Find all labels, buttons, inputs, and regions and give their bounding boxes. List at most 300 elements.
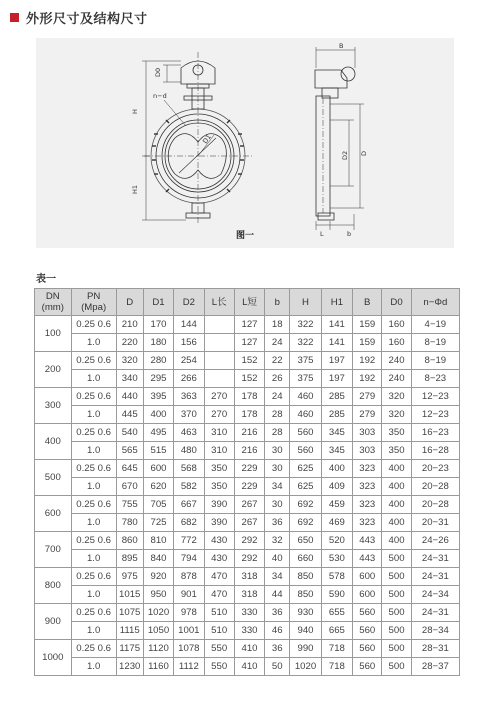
- table-cell: 20−31: [411, 514, 459, 532]
- table-cell: 28: [265, 424, 290, 442]
- table-cell: 400: [321, 460, 352, 478]
- table-cell: 463: [174, 424, 204, 442]
- table-row: [35, 586, 460, 604]
- label-B: B: [339, 42, 344, 50]
- table-cell: 920: [143, 568, 173, 586]
- table-cell: 400: [382, 478, 411, 496]
- table-cell: 400: [382, 496, 411, 514]
- table-cell: 340: [116, 370, 143, 388]
- column-header: L长: [204, 289, 234, 316]
- table-label: 表一: [36, 274, 56, 285]
- table-cell: 216: [234, 442, 264, 460]
- table-cell: 160: [382, 316, 411, 334]
- table-cell: 670: [116, 478, 143, 496]
- table-cell: 940: [290, 622, 321, 640]
- dimension-table: [34, 288, 460, 676]
- valve-drawing: [36, 38, 454, 248]
- table-cell: 285: [321, 406, 352, 424]
- column-header: D2: [174, 289, 204, 316]
- table-cell: 1020: [143, 604, 173, 622]
- table-cell: 443: [353, 550, 382, 568]
- table-cell: 772: [174, 532, 204, 550]
- table-cell: 156: [174, 334, 204, 352]
- table-row: [35, 478, 460, 496]
- table-cell: 345: [321, 442, 352, 460]
- table-cell: 1.0: [71, 406, 116, 424]
- table-cell: 192: [353, 370, 382, 388]
- table-row: [35, 640, 460, 658]
- table-row: [35, 406, 460, 424]
- table-row: [35, 550, 460, 568]
- table-cell: 141: [321, 334, 352, 352]
- table-cell: 840: [143, 550, 173, 568]
- table-cell: 322: [290, 316, 321, 334]
- table-cell: 370: [174, 406, 204, 424]
- table-cell: 270: [204, 388, 234, 406]
- column-header: D: [116, 289, 143, 316]
- table-cell: 1.0: [71, 658, 116, 676]
- table-cell: 345: [321, 424, 352, 442]
- table-cell: 350: [204, 460, 234, 478]
- table-cell: 323: [353, 478, 382, 496]
- table-row: [35, 370, 460, 388]
- table-cell: 24: [265, 388, 290, 406]
- table-cell: 28−34: [411, 622, 459, 640]
- table-cell: 950: [143, 586, 173, 604]
- label-D1: D1: [201, 133, 213, 146]
- dn-cell: 100: [35, 316, 72, 352]
- table-cell: 582: [174, 478, 204, 496]
- table-cell: 600: [143, 460, 173, 478]
- table-row: [35, 604, 460, 622]
- table-cell: 30: [265, 442, 290, 460]
- table-cell: 254: [174, 352, 204, 370]
- table-cell: 330: [234, 622, 264, 640]
- table-cell: [204, 334, 234, 352]
- table-cell: 350: [382, 424, 411, 442]
- table-cell: 24−31: [411, 568, 459, 586]
- table-cell: 30: [265, 496, 290, 514]
- label-D: D: [360, 150, 368, 156]
- table-cell: 500: [382, 586, 411, 604]
- table-cell: 178: [234, 406, 264, 424]
- table-cell: 1.0: [71, 514, 116, 532]
- table-cell: 975: [116, 568, 143, 586]
- table-row: [35, 316, 460, 334]
- table-cell: 390: [204, 514, 234, 532]
- table-cell: 1001: [174, 622, 204, 640]
- table-row: [35, 496, 460, 514]
- table-cell: 645: [116, 460, 143, 478]
- table-cell: 44: [265, 586, 290, 604]
- table-cell: 400: [382, 532, 411, 550]
- table-cell: 705: [143, 496, 173, 514]
- table-row: [35, 568, 460, 586]
- label-D0: D0: [154, 67, 162, 77]
- table-cell: 560: [290, 442, 321, 460]
- table-cell: 1175: [116, 640, 143, 658]
- label-D2: D2: [341, 150, 349, 160]
- table-cell: 1020: [290, 658, 321, 676]
- table-cell: 495: [143, 424, 173, 442]
- table-cell: 28−37: [411, 658, 459, 676]
- table-cell: 568: [174, 460, 204, 478]
- table-cell: 197: [321, 352, 352, 370]
- table-cell: 901: [174, 586, 204, 604]
- table-cell: 718: [321, 658, 352, 676]
- column-header: n−Φd: [411, 289, 459, 316]
- table-cell: 159: [353, 316, 382, 334]
- table-cell: 978: [174, 604, 204, 622]
- dn-cell: 200: [35, 352, 72, 388]
- table-cell: 0.25 0.6: [71, 352, 116, 370]
- table-cell: 363: [174, 388, 204, 406]
- table-cell: 36: [265, 640, 290, 658]
- table-cell: 0.25 0.6: [71, 460, 116, 478]
- table-cell: 160: [382, 334, 411, 352]
- table-cell: 560: [353, 658, 382, 676]
- table-cell: 46: [265, 622, 290, 640]
- table-cell: 1078: [174, 640, 204, 658]
- table-cell: 26: [265, 370, 290, 388]
- table-cell: 18: [265, 316, 290, 334]
- table-cell: 375: [290, 352, 321, 370]
- table-cell: 20−28: [411, 496, 459, 514]
- table-cell: 500: [382, 568, 411, 586]
- table-cell: 565: [116, 442, 143, 460]
- table-cell: 310: [204, 442, 234, 460]
- table-cell: 28−31: [411, 640, 459, 658]
- table-cell: 755: [116, 496, 143, 514]
- table-cell: 320: [382, 388, 411, 406]
- table-row: [35, 442, 460, 460]
- table-cell: 1.0: [71, 550, 116, 568]
- table-cell: 178: [234, 388, 264, 406]
- table-cell: 625: [290, 478, 321, 496]
- table-cell: 0.25 0.6: [71, 316, 116, 334]
- table-cell: 878: [174, 568, 204, 586]
- table-cell: 216: [234, 424, 264, 442]
- table-cell: 270: [204, 406, 234, 424]
- table-cell: 620: [143, 478, 173, 496]
- table-cell: 323: [353, 496, 382, 514]
- table-cell: 1075: [116, 604, 143, 622]
- table-cell: 1230: [116, 658, 143, 676]
- table-cell: 16−23: [411, 424, 459, 442]
- table-cell: 36: [265, 514, 290, 532]
- table-cell: 930: [290, 604, 321, 622]
- table-cell: 229: [234, 478, 264, 496]
- table-cell: 322: [290, 334, 321, 352]
- table-cell: 0.25 0.6: [71, 532, 116, 550]
- table-cell: 500: [382, 550, 411, 568]
- table-cell: 12−23: [411, 388, 459, 406]
- table-cell: 400: [382, 514, 411, 532]
- table-cell: 266: [174, 370, 204, 388]
- table-cell: 0.25 0.6: [71, 604, 116, 622]
- table-cell: 20−23: [411, 460, 459, 478]
- table-cell: 141: [321, 316, 352, 334]
- table-cell: 40: [265, 550, 290, 568]
- section-title: 外形尺寸及结构尺寸: [26, 11, 148, 27]
- table-cell: 180: [143, 334, 173, 352]
- table-cell: 0.25 0.6: [71, 424, 116, 442]
- table-cell: [204, 352, 234, 370]
- table-cell: 229: [234, 460, 264, 478]
- table-cell: 500: [382, 622, 411, 640]
- label-L: L: [320, 230, 324, 238]
- red-square-bullet: [10, 13, 19, 22]
- column-header: PN (Mpa): [71, 289, 116, 316]
- table-cell: 323: [353, 514, 382, 532]
- table-cell: 295: [143, 370, 173, 388]
- table-cell: 470: [204, 586, 234, 604]
- table-row: [35, 622, 460, 640]
- table-cell: 144: [174, 316, 204, 334]
- table-cell: 409: [321, 478, 352, 496]
- table-cell: 600: [353, 568, 382, 586]
- table-cell: 1.0: [71, 442, 116, 460]
- table-cell: 600: [353, 586, 382, 604]
- table-cell: 810: [143, 532, 173, 550]
- table-cell: 445: [116, 406, 143, 424]
- table-cell: 1120: [143, 640, 173, 658]
- dn-cell: 700: [35, 532, 72, 568]
- table-cell: 320: [116, 352, 143, 370]
- table-cell: 395: [143, 388, 173, 406]
- table-cell: 279: [353, 388, 382, 406]
- table-cell: 390: [204, 496, 234, 514]
- table-cell: 560: [353, 640, 382, 658]
- table-cell: 794: [174, 550, 204, 568]
- table-cell: 303: [353, 442, 382, 460]
- table-cell: 32: [265, 532, 290, 550]
- table-cell: 170: [143, 316, 173, 334]
- table-row: [35, 424, 460, 442]
- table-cell: 330: [234, 604, 264, 622]
- table-cell: 500: [382, 658, 411, 676]
- table-cell: 990: [290, 640, 321, 658]
- table-cell: 24−26: [411, 532, 459, 550]
- table-cell: 24−31: [411, 604, 459, 622]
- table-cell: 310: [204, 424, 234, 442]
- dn-cell: 300: [35, 388, 72, 424]
- table-row: [35, 388, 460, 406]
- column-header: H: [290, 289, 321, 316]
- table-cell: 28: [265, 406, 290, 424]
- table-row: [35, 532, 460, 550]
- table-header-row: [35, 289, 460, 316]
- table-cell: 292: [234, 532, 264, 550]
- table-cell: 240: [382, 370, 411, 388]
- table-cell: 210: [116, 316, 143, 334]
- table-cell: 560: [290, 424, 321, 442]
- table-cell: 1160: [143, 658, 173, 676]
- table-cell: 718: [321, 640, 352, 658]
- table-cell: 127: [234, 316, 264, 334]
- table-cell: 34: [265, 568, 290, 586]
- table-cell: 660: [290, 550, 321, 568]
- table-cell: 8−23: [411, 370, 459, 388]
- dn-cell: 500: [35, 460, 72, 496]
- table-cell: 22: [265, 352, 290, 370]
- table-cell: 0.25 0.6: [71, 568, 116, 586]
- column-header: L短: [234, 289, 264, 316]
- table-cell: 682: [174, 514, 204, 532]
- column-header: D1: [143, 289, 173, 316]
- table-cell: 540: [116, 424, 143, 442]
- table-cell: 550: [204, 640, 234, 658]
- table-row: [35, 334, 460, 352]
- table-cell: 375: [290, 370, 321, 388]
- label-n-d: n−d: [153, 92, 167, 100]
- column-header: H1: [321, 289, 352, 316]
- table-cell: 20−28: [411, 478, 459, 496]
- table-cell: 24−31: [411, 550, 459, 568]
- table-cell: 530: [321, 550, 352, 568]
- dn-cell: 600: [35, 496, 72, 532]
- table-cell: 1.0: [71, 622, 116, 640]
- dn-cell: 800: [35, 568, 72, 604]
- table-cell: 0.25 0.6: [71, 388, 116, 406]
- table-cell: 400: [143, 406, 173, 424]
- table-cell: 8−19: [411, 334, 459, 352]
- table-cell: 650: [290, 532, 321, 550]
- table-cell: 459: [321, 496, 352, 514]
- table-cell: 510: [204, 622, 234, 640]
- table-cell: 50: [265, 658, 290, 676]
- valve-drawing-panel: [36, 38, 454, 248]
- table-cell: 127: [234, 334, 264, 352]
- table-cell: 460: [290, 388, 321, 406]
- label-H: H: [131, 109, 139, 114]
- table-cell: 1115: [116, 622, 143, 640]
- table-cell: 303: [353, 424, 382, 442]
- table-cell: 520: [321, 532, 352, 550]
- table-cell: 667: [174, 496, 204, 514]
- table-cell: 279: [353, 406, 382, 424]
- table-cell: 192: [353, 352, 382, 370]
- column-header: B: [353, 289, 382, 316]
- table-cell: 440: [116, 388, 143, 406]
- table-row: [35, 460, 460, 478]
- table-cell: 590: [321, 586, 352, 604]
- table-cell: 1112: [174, 658, 204, 676]
- table-cell: 240: [382, 352, 411, 370]
- table-cell: 443: [353, 532, 382, 550]
- table-cell: 8−19: [411, 352, 459, 370]
- table-cell: 480: [174, 442, 204, 460]
- table-cell: 30: [265, 460, 290, 478]
- table-cell: 655: [321, 604, 352, 622]
- table-cell: 24−34: [411, 586, 459, 604]
- table-cell: 470: [204, 568, 234, 586]
- table-cell: 267: [234, 514, 264, 532]
- label-H1: H1: [131, 184, 139, 194]
- table-cell: 665: [321, 622, 352, 640]
- table-cell: 320: [382, 406, 411, 424]
- table-cell: 197: [321, 370, 352, 388]
- column-header: DN (mm): [35, 289, 72, 316]
- table-cell: 280: [143, 352, 173, 370]
- table-cell: 318: [234, 586, 264, 604]
- table-cell: 578: [321, 568, 352, 586]
- table-cell: 692: [290, 496, 321, 514]
- table-row: [35, 514, 460, 532]
- table-cell: 500: [382, 604, 411, 622]
- table-cell: 220: [116, 334, 143, 352]
- table-cell: [204, 316, 234, 334]
- table-cell: 895: [116, 550, 143, 568]
- table-cell: 1050: [143, 622, 173, 640]
- table-cell: 515: [143, 442, 173, 460]
- table-cell: 152: [234, 370, 264, 388]
- column-header: b: [265, 289, 290, 316]
- table-cell: 292: [234, 550, 264, 568]
- table-cell: 692: [290, 514, 321, 532]
- figure-caption: 图一: [235, 231, 254, 241]
- table-cell: 12−23: [411, 406, 459, 424]
- table-cell: 500: [382, 640, 411, 658]
- table-cell: 469: [321, 514, 352, 532]
- table-cell: 625: [290, 460, 321, 478]
- table-cell: 1015: [116, 586, 143, 604]
- table-cell: 0.25 0.6: [71, 640, 116, 658]
- table-cell: 0.25 0.6: [71, 496, 116, 514]
- section-heading: [10, 7, 148, 27]
- table-cell: 24: [265, 334, 290, 352]
- table-cell: 152: [234, 352, 264, 370]
- table-cell: 780: [116, 514, 143, 532]
- table-cell: 34: [265, 478, 290, 496]
- table-cell: 410: [234, 640, 264, 658]
- table-cell: 267: [234, 496, 264, 514]
- table-cell: 4−19: [411, 316, 459, 334]
- dn-cell: 900: [35, 604, 72, 640]
- table-cell: [204, 370, 234, 388]
- table-cell: 510: [204, 604, 234, 622]
- table-cell: 460: [290, 406, 321, 424]
- table-cell: 725: [143, 514, 173, 532]
- table-cell: 400: [382, 460, 411, 478]
- table-cell: 350: [204, 478, 234, 496]
- table-cell: 1.0: [71, 370, 116, 388]
- table-cell: 16−28: [411, 442, 459, 460]
- label-b: b: [347, 230, 352, 238]
- table-cell: 285: [321, 388, 352, 406]
- table-cell: 430: [204, 550, 234, 568]
- table-row: [35, 352, 460, 370]
- table-cell: 550: [204, 658, 234, 676]
- dn-cell: 400: [35, 424, 72, 460]
- table-cell: 560: [353, 622, 382, 640]
- table-cell: 850: [290, 568, 321, 586]
- table-cell: 860: [116, 532, 143, 550]
- table-cell: 36: [265, 604, 290, 622]
- dn-cell: 1000: [35, 640, 72, 676]
- table-cell: 430: [204, 532, 234, 550]
- table-cell: 410: [234, 658, 264, 676]
- table-row: [35, 658, 460, 676]
- table-cell: 323: [353, 460, 382, 478]
- table-cell: 159: [353, 334, 382, 352]
- table-cell: 560: [353, 604, 382, 622]
- table-cell: 1.0: [71, 586, 116, 604]
- column-header: D0: [382, 289, 411, 316]
- table-cell: 1.0: [71, 334, 116, 352]
- table-cell: 850: [290, 586, 321, 604]
- table-cell: 350: [382, 442, 411, 460]
